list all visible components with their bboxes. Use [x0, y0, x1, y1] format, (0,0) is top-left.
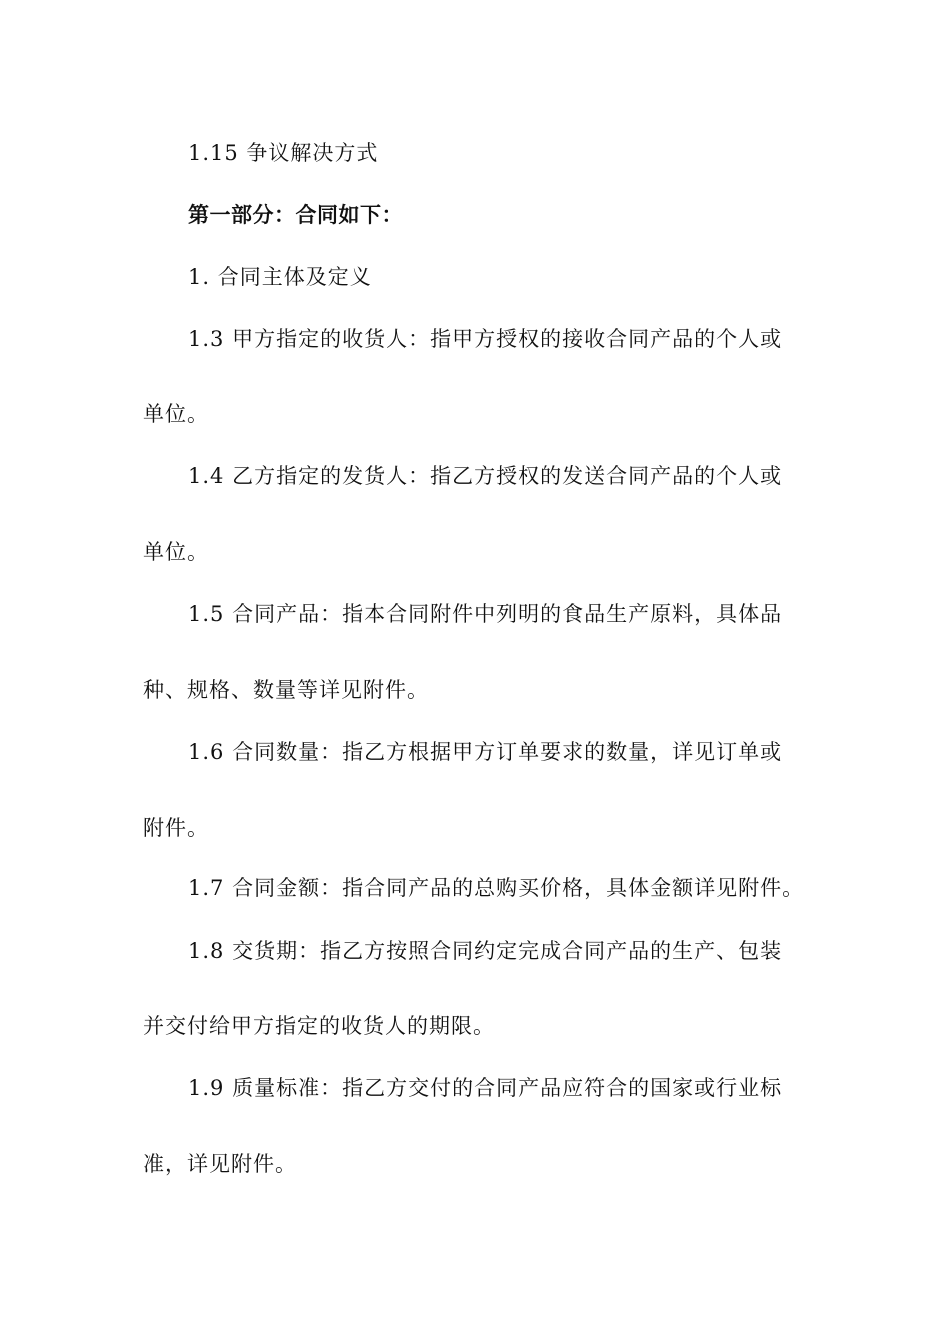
section-1-heading: 1. 合同主体及定义 [188, 265, 372, 289]
clause-1-4-line-2: 单位。 [143, 540, 209, 564]
clause-1-5-line-1: 1.5 合同产品：指本合同附件中列明的食品生产原料，具体品 [188, 602, 783, 626]
clause-1-9-line-2: 准，详见附件。 [143, 1152, 297, 1176]
clause-1-8-line-2: 并交付给甲方指定的收货人的期限。 [143, 1014, 495, 1038]
clause-1-4-line-1: 1.4 乙方指定的发货人：指乙方授权的发送合同产品的个人或 [188, 464, 783, 488]
part-one-heading: 第一部分：合同如下： [188, 203, 403, 227]
clause-1-15-heading: 1.15 争议解决方式 [188, 141, 379, 165]
clause-1-5-line-2: 种、规格、数量等详见附件。 [143, 678, 429, 702]
clause-1-9-line-1: 1.9 质量标准：指乙方交付的合同产品应符合的国家或行业标 [188, 1076, 783, 1100]
clause-1-3-line-2: 单位。 [143, 402, 209, 426]
clause-1-7-line-1: 1.7 合同金额：指合同产品的总购买价格，具体金额详见附件。 [188, 876, 805, 900]
clause-1-6-line-1: 1.6 合同数量：指乙方根据甲方订单要求的数量，详见订单或 [188, 740, 783, 764]
clause-1-6-line-2: 附件。 [143, 816, 209, 840]
clause-1-3-line-1: 1.3 甲方指定的收货人：指甲方授权的接收合同产品的个人或 [188, 327, 783, 351]
clause-1-8-line-1: 1.8 交货期：指乙方按照合同约定完成合同产品的生产、包装 [188, 939, 783, 963]
